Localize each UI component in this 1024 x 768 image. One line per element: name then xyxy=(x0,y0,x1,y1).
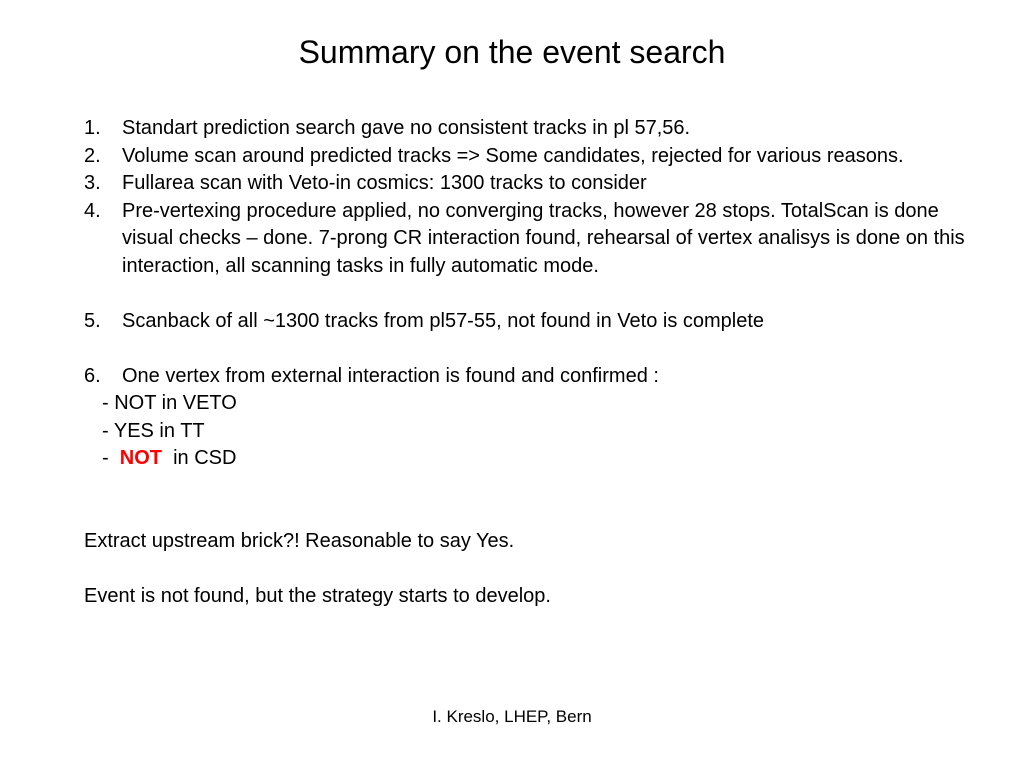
list-item-text: Volume scan around predicted tracks => Some candidates, rejected for various reasons. xyxy=(122,144,904,167)
list-item xyxy=(84,308,984,336)
list-item xyxy=(84,143,984,171)
list-item-number: 3. xyxy=(84,172,101,194)
list-item-number: 6. xyxy=(84,364,101,387)
list-item-number: 5. xyxy=(84,309,101,332)
subitem-csd xyxy=(84,445,984,473)
list-item xyxy=(84,115,984,143)
conclusion-line: Event is not found, but the strategy starts to develop. xyxy=(84,584,551,607)
subitem-csd-dash: - xyxy=(102,447,120,469)
list-item-text: Standart prediction search gave no consistent tracks in pl 57,56. xyxy=(122,117,691,139)
slide-title: Summary on the event search xyxy=(298,34,726,70)
spacer xyxy=(84,555,984,583)
subitem-veto: - NOT in VETO xyxy=(102,392,237,414)
list-item-text: Fullarea scan with Veto-in cosmics: 1300 tracks to consider xyxy=(122,172,647,194)
list-item xyxy=(84,198,984,281)
spacer xyxy=(84,280,984,308)
list-item xyxy=(84,170,984,198)
list-item-text: One vertex from external interaction is found and confirmed : xyxy=(122,364,659,387)
spacer xyxy=(84,473,984,528)
list-item-text: Scanback of all ~1300 tracks from pl57-55, not found in Veto is complete xyxy=(122,309,765,332)
list-item-number: 2. xyxy=(84,144,101,167)
author-footer: I. Kreslo, LHEP, Bern xyxy=(432,707,592,726)
list-item-text: Pre-vertexing procedure applied, no converging tracks, however 28 stops. TotalScan is done visual checks – done. 7-prong CR interaction found, rehearsal of vertex analisys is done on this interaction, all scanning tasks in fully automatic mode. xyxy=(122,199,965,277)
subitem-csd-text: in CSD xyxy=(162,447,237,469)
list-item-number: 1. xyxy=(84,117,101,139)
spacer xyxy=(84,335,984,363)
subitem-tt: - YES in TT xyxy=(102,419,205,442)
slide-body xyxy=(84,115,984,610)
list-item xyxy=(84,363,984,391)
highlight-not: NOT xyxy=(119,447,162,469)
conclusion-line: Extract upstream brick?! Reasonable to say Yes. xyxy=(84,529,515,552)
list-item-number: 4. xyxy=(84,199,101,222)
